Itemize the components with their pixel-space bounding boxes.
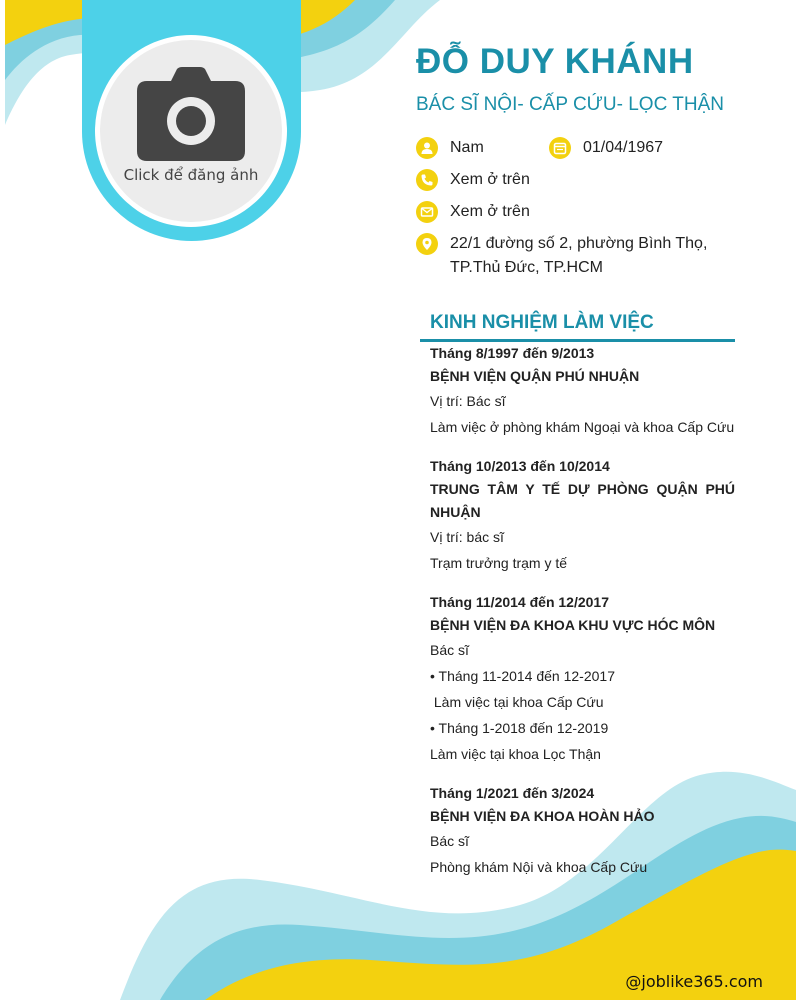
mail-icon xyxy=(416,201,438,223)
phone-value: Xem ở trên xyxy=(450,171,530,188)
camera-icon xyxy=(137,67,245,161)
address-value: 22/1 đường số 2, phường Bình Thọ, TP.Thủ Đức, TP.HCM xyxy=(450,235,708,276)
birthdate-row xyxy=(549,137,663,160)
experience-line: Bác sĩ xyxy=(430,642,469,658)
experience-line: Làm việc tại khoa Cấp Cứu xyxy=(430,694,604,710)
experience-period: Tháng 10/2013 đến 10/2014 xyxy=(430,458,610,474)
email-row xyxy=(416,201,530,224)
photo-upload-button[interactable] xyxy=(100,40,282,222)
gender-value: Nam xyxy=(450,139,484,156)
user-icon xyxy=(416,137,438,159)
experience-item xyxy=(430,455,735,576)
birthdate-value: 01/04/1967 xyxy=(583,139,664,156)
experience-organization: TRUNG TÂM Y TẾ DỰ PHÒNG QUẬN PHÚ NHUẬN xyxy=(430,481,735,520)
email-value: Xem ở trên xyxy=(450,203,530,220)
experience-line: Làm việc tại khoa Lọc Thận xyxy=(430,746,601,762)
experience-period: Tháng 11/2014 đến 12/2017 xyxy=(430,594,609,610)
candidate-title: BÁC SĨ NỘI- CẤP CỨU- LỌC THẬN xyxy=(416,94,724,115)
experience-organization: BỆNH VIỆN ĐA KHOA KHU VỰC HÓC MÔN xyxy=(430,617,716,633)
experience-item xyxy=(430,782,735,880)
candidate-name: ĐỖ DUY KHÁNH xyxy=(416,42,694,81)
experience-heading: KINH NGHIỆM LÀM VIỆC xyxy=(430,312,654,333)
site-watermark: @joblike365.com xyxy=(625,972,763,991)
gender-row xyxy=(416,137,484,160)
experience-line: Phòng khám Nội và khoa Cấp Cứu xyxy=(430,859,648,875)
experience-period: Tháng 8/1997 đến 9/2013 xyxy=(430,345,595,361)
experience-line: • Tháng 1-2018 đến 12-2019 xyxy=(430,720,609,736)
experience-line: Vị trí: bác sĩ xyxy=(430,529,504,545)
phone-icon xyxy=(416,169,438,191)
experience-line: Làm việc ở phòng khám Ngoại và khoa Cấp Cứu xyxy=(430,419,735,435)
phone-row xyxy=(416,169,530,192)
calendar-icon xyxy=(549,137,571,159)
address-row xyxy=(416,233,756,280)
experience-line: Bác sĩ xyxy=(430,833,469,849)
experience-item xyxy=(430,342,735,440)
experience-line: Vị trí: Bác sĩ xyxy=(430,393,506,409)
experience-period: Tháng 1/2021 đến 3/2024 xyxy=(430,785,595,801)
experience-line: • Tháng 11-2014 đến 12-2017 xyxy=(430,668,615,684)
experience-item xyxy=(430,591,735,767)
experience-line: Trạm trưởng trạm y tế xyxy=(430,555,568,571)
experience-organization: BỆNH VIỆN QUẬN PHÚ NHUẬN xyxy=(430,368,640,384)
location-icon xyxy=(416,233,438,255)
experience-organization: BỆNH VIỆN ĐA KHOA HOÀN HẢO xyxy=(430,808,655,824)
photo-caption: Click để đăng ảnh xyxy=(123,166,259,184)
